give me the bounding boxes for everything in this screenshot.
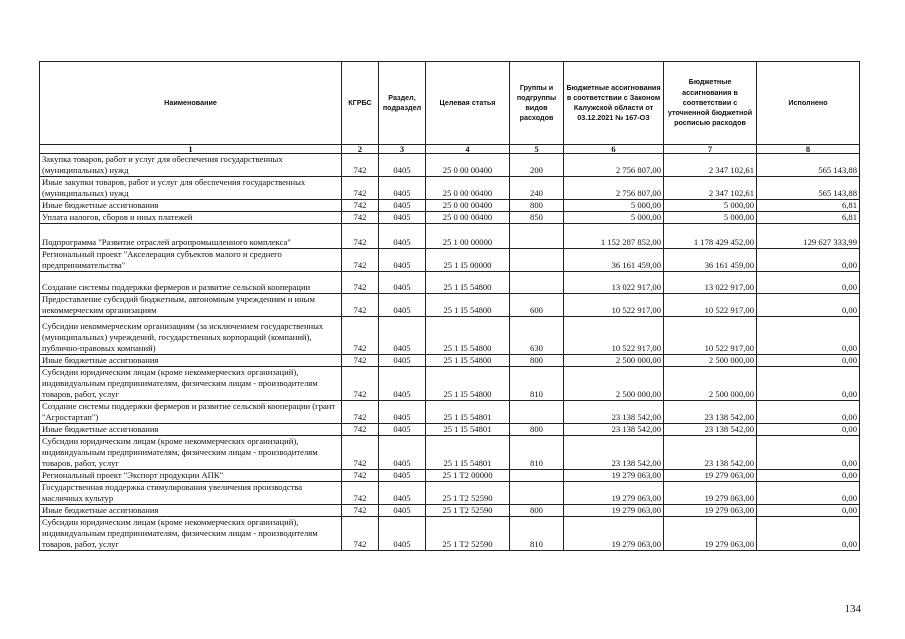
cell-target: 25 0 00 00400 (426, 212, 510, 224)
cell-target: 25 1 I5 00000 (426, 249, 510, 272)
cell-group: 800 (510, 355, 564, 367)
cell-name: Государственная поддержка стимулирования увеличения производства масличных культур (40, 482, 342, 505)
table-row (40, 224, 860, 249)
cell-name: Субсидии юридическим лицам (кроме некоммерческих организаций), индивидуальным предпринимателям, физическим лицам - производителям товаров, работ, услуг (40, 517, 342, 551)
cell-section: 0405 (379, 224, 426, 249)
cell-group (510, 249, 564, 272)
cell-law: 5 000,00 (564, 200, 664, 212)
cell-refined: 1 178 429 452,00 (664, 224, 757, 249)
cell-name: Уплата налогов, сборов и иных платежей (40, 212, 342, 224)
column-number: 3 (379, 145, 426, 154)
cell-refined: 19 279 063,00 (664, 470, 757, 482)
table-row (40, 401, 860, 424)
cell-law: 19 279 063,00 (564, 482, 664, 505)
column-number: 4 (426, 145, 510, 154)
column-number: 7 (664, 145, 757, 154)
cell-executed: 0,00 (757, 355, 860, 367)
table-row (40, 367, 860, 401)
cell-target: 25 0 00 00400 (426, 154, 510, 177)
cell-kgrbs: 742 (342, 249, 379, 272)
cell-name: Иные бюджетные ассигнования (40, 200, 342, 212)
cell-target: 25 1 I5 54800 (426, 272, 510, 294)
cell-target: 25 1 T2 00000 (426, 470, 510, 482)
cell-refined: 5 000,00 (664, 212, 757, 224)
cell-group: 600 (510, 294, 564, 317)
table-row (40, 177, 860, 200)
cell-law: 19 279 063,00 (564, 517, 664, 551)
cell-kgrbs: 742 (342, 200, 379, 212)
cell-refined: 23 138 542,00 (664, 424, 757, 436)
cell-law: 5 000,00 (564, 212, 664, 224)
cell-refined: 2 347 102,61 (664, 177, 757, 200)
cell-executed: 0,00 (757, 482, 860, 505)
cell-kgrbs: 742 (342, 154, 379, 177)
cell-kgrbs: 742 (342, 294, 379, 317)
cell-name: Иные бюджетные ассигнования (40, 505, 342, 517)
cell-kgrbs: 742 (342, 505, 379, 517)
column-number: 2 (342, 145, 379, 154)
cell-executed: 129 627 333,99 (757, 224, 860, 249)
cell-group: 800 (510, 505, 564, 517)
cell-executed: 0,00 (757, 470, 860, 482)
cell-refined: 23 138 542,00 (664, 401, 757, 424)
cell-group: 800 (510, 200, 564, 212)
cell-section: 0405 (379, 200, 426, 212)
cell-section: 0405 (379, 470, 426, 482)
cell-refined: 2 500 000,00 (664, 355, 757, 367)
cell-refined: 2 500 000,00 (664, 367, 757, 401)
cell-kgrbs: 742 (342, 317, 379, 355)
cell-law: 23 138 542,00 (564, 424, 664, 436)
cell-target: 25 1 00 00000 (426, 224, 510, 249)
cell-target: 25 1 I5 54801 (426, 436, 510, 470)
column-number: 6 (564, 145, 664, 154)
cell-target: 25 1 I5 54801 (426, 401, 510, 424)
table-row (40, 517, 860, 551)
header-budget-law: Бюджетные ассигнования в соответствии с Законом Калужской области от 03.12.2021 № 167-ОЗ (564, 62, 664, 145)
cell-executed: 0,00 (757, 424, 860, 436)
cell-section: 0405 (379, 401, 426, 424)
cell-executed: 0,00 (757, 436, 860, 470)
cell-name: Региональный проект "Экспорт продукции АПК" (40, 470, 342, 482)
cell-executed: 0,00 (757, 367, 860, 401)
cell-name: Иные бюджетные ассигнования (40, 424, 342, 436)
cell-name: Субсидии юридическим лицам (кроме некоммерческих организаций), индивидуальным предпринимателям, физическим лицам - производителям товаров, работ, услуг (40, 367, 342, 401)
cell-target: 25 1 T2 52590 (426, 505, 510, 517)
cell-name: Закупка товаров, работ и услуг для обеспечения государственных (муниципальных) нужд (40, 154, 342, 177)
cell-refined: 19 279 063,00 (664, 517, 757, 551)
table-row (40, 470, 860, 482)
cell-target: 25 1 I5 54800 (426, 355, 510, 367)
cell-refined: 36 161 459,00 (664, 249, 757, 272)
header-budget-refined: Бюджетные ассигнования в соответствии с уточненной бюджетной росписью расходов (664, 62, 757, 145)
cell-name: Субсидии юридическим лицам (кроме некоммерческих организаций), индивидуальным предпринимателям, физическим лицам - производителям товаров, работ, услуг (40, 436, 342, 470)
cell-executed: 0,00 (757, 517, 860, 551)
cell-section: 0405 (379, 249, 426, 272)
cell-executed: 0,00 (757, 294, 860, 317)
cell-section: 0405 (379, 517, 426, 551)
cell-law: 19 279 063,00 (564, 470, 664, 482)
cell-kgrbs: 742 (342, 470, 379, 482)
table-row (40, 505, 860, 517)
cell-section: 0405 (379, 294, 426, 317)
cell-law: 19 279 063,00 (564, 505, 664, 517)
cell-kgrbs: 742 (342, 177, 379, 200)
table-row (40, 249, 860, 272)
cell-refined: 13 022 917,00 (664, 272, 757, 294)
cell-section: 0405 (379, 424, 426, 436)
cell-name: Предоставление субсидий бюджетным, автономным учреждениям и иным некоммерческим организациям (40, 294, 342, 317)
cell-section: 0405 (379, 367, 426, 401)
cell-law: 2 500 000,00 (564, 355, 664, 367)
cell-refined: 5 000,00 (664, 200, 757, 212)
table-row (40, 355, 860, 367)
cell-kgrbs: 742 (342, 436, 379, 470)
cell-law: 2 756 807,00 (564, 177, 664, 200)
cell-group: 800 (510, 424, 564, 436)
cell-name: Иные бюджетные ассигнования (40, 355, 342, 367)
cell-kgrbs: 742 (342, 482, 379, 505)
table-row (40, 272, 860, 294)
column-number: 8 (757, 145, 860, 154)
cell-group: 810 (510, 367, 564, 401)
cell-executed: 565 143,88 (757, 154, 860, 177)
cell-kgrbs: 742 (342, 401, 379, 424)
cell-name: Региональный проект "Акселерация субъектов малого и среднего предпринимательства" (40, 249, 342, 272)
cell-group: 240 (510, 177, 564, 200)
cell-law: 36 161 459,00 (564, 249, 664, 272)
cell-group (510, 401, 564, 424)
cell-section: 0405 (379, 436, 426, 470)
table-row (40, 294, 860, 317)
cell-kgrbs: 742 (342, 212, 379, 224)
header-executed: Исполнено (757, 62, 860, 145)
cell-group (510, 224, 564, 249)
cell-executed: 6,81 (757, 212, 860, 224)
cell-section: 0405 (379, 505, 426, 517)
header-target: Целевая статья (426, 62, 510, 145)
header-section: Раздел, подраздел (379, 62, 426, 145)
table-row (40, 482, 860, 505)
cell-law: 10 522 917,00 (564, 294, 664, 317)
cell-refined: 19 279 063,00 (664, 482, 757, 505)
cell-name: Иные закупки товаров, работ и услуг для обеспечения государственных (муниципальных) нужд (40, 177, 342, 200)
cell-law: 10 522 917,00 (564, 317, 664, 355)
column-number: 1 (40, 145, 342, 154)
cell-section: 0405 (379, 272, 426, 294)
cell-kgrbs: 742 (342, 424, 379, 436)
table-row (40, 436, 860, 470)
header-name: Наименование (40, 62, 342, 145)
cell-target: 25 0 00 00400 (426, 177, 510, 200)
cell-group (510, 482, 564, 505)
budget-table-page (39, 61, 859, 551)
cell-group: 810 (510, 517, 564, 551)
cell-section: 0405 (379, 154, 426, 177)
table-row (40, 200, 860, 212)
cell-group: 200 (510, 154, 564, 177)
cell-executed: 0,00 (757, 249, 860, 272)
cell-law: 23 138 542,00 (564, 401, 664, 424)
cell-name: Создание системы поддержки фермеров и развитие сельской кооперации (грант "Агростартап") (40, 401, 342, 424)
cell-section: 0405 (379, 317, 426, 355)
cell-executed: 6,81 (757, 200, 860, 212)
cell-section: 0405 (379, 177, 426, 200)
cell-name: Подпрограмма "Развитие отраслей агропромышленного комплекса" (40, 224, 342, 249)
cell-executed: 0,00 (757, 505, 860, 517)
page-number: 134 (844, 603, 861, 615)
header-group: Группы и подгруппы видов расходов (510, 62, 564, 145)
cell-group: 810 (510, 436, 564, 470)
cell-kgrbs: 742 (342, 367, 379, 401)
table-row (40, 317, 860, 355)
cell-law: 2 756 807,00 (564, 154, 664, 177)
cell-refined: 10 522 917,00 (664, 317, 757, 355)
cell-target: 25 0 00 00400 (426, 200, 510, 212)
cell-refined: 10 522 917,00 (664, 294, 757, 317)
table-row (40, 424, 860, 436)
table-body (40, 154, 860, 551)
cell-kgrbs: 742 (342, 224, 379, 249)
budget-table (39, 61, 860, 551)
cell-executed: 565 143,88 (757, 177, 860, 200)
cell-target: 25 1 I5 54800 (426, 367, 510, 401)
cell-executed: 0,00 (757, 401, 860, 424)
cell-name: Субсидии некоммерческим организациям (за исключением государственных (муниципальных) учреждений, государственных корпораций (компаний), публично-правовых компаний) (40, 317, 342, 355)
cell-name: Создание системы поддержки фермеров и развитие сельской кооперации (40, 272, 342, 294)
cell-law: 1 152 287 852,00 (564, 224, 664, 249)
cell-section: 0405 (379, 482, 426, 505)
table-row (40, 212, 860, 224)
cell-kgrbs: 742 (342, 272, 379, 294)
cell-target: 25 1 T2 52590 (426, 482, 510, 505)
cell-group: 850 (510, 212, 564, 224)
cell-group (510, 272, 564, 294)
cell-kgrbs: 742 (342, 517, 379, 551)
cell-group: 630 (510, 317, 564, 355)
cell-refined: 2 347 102,61 (664, 154, 757, 177)
cell-refined: 19 279 063,00 (664, 505, 757, 517)
cell-group (510, 470, 564, 482)
column-number: 5 (510, 145, 564, 154)
cell-executed: 0,00 (757, 272, 860, 294)
cell-target: 25 1 I5 54800 (426, 294, 510, 317)
cell-section: 0405 (379, 212, 426, 224)
cell-target: 25 1 I5 54801 (426, 424, 510, 436)
cell-law: 2 500 000,00 (564, 367, 664, 401)
cell-target: 25 1 I5 54800 (426, 317, 510, 355)
cell-law: 13 022 917,00 (564, 272, 664, 294)
cell-executed: 0,00 (757, 317, 860, 355)
cell-law: 23 138 542,00 (564, 436, 664, 470)
cell-kgrbs: 742 (342, 355, 379, 367)
cell-target: 25 1 T2 52590 (426, 517, 510, 551)
header-kgrbs: КГРБС (342, 62, 379, 145)
table-row (40, 154, 860, 177)
cell-section: 0405 (379, 355, 426, 367)
cell-refined: 23 138 542,00 (664, 436, 757, 470)
